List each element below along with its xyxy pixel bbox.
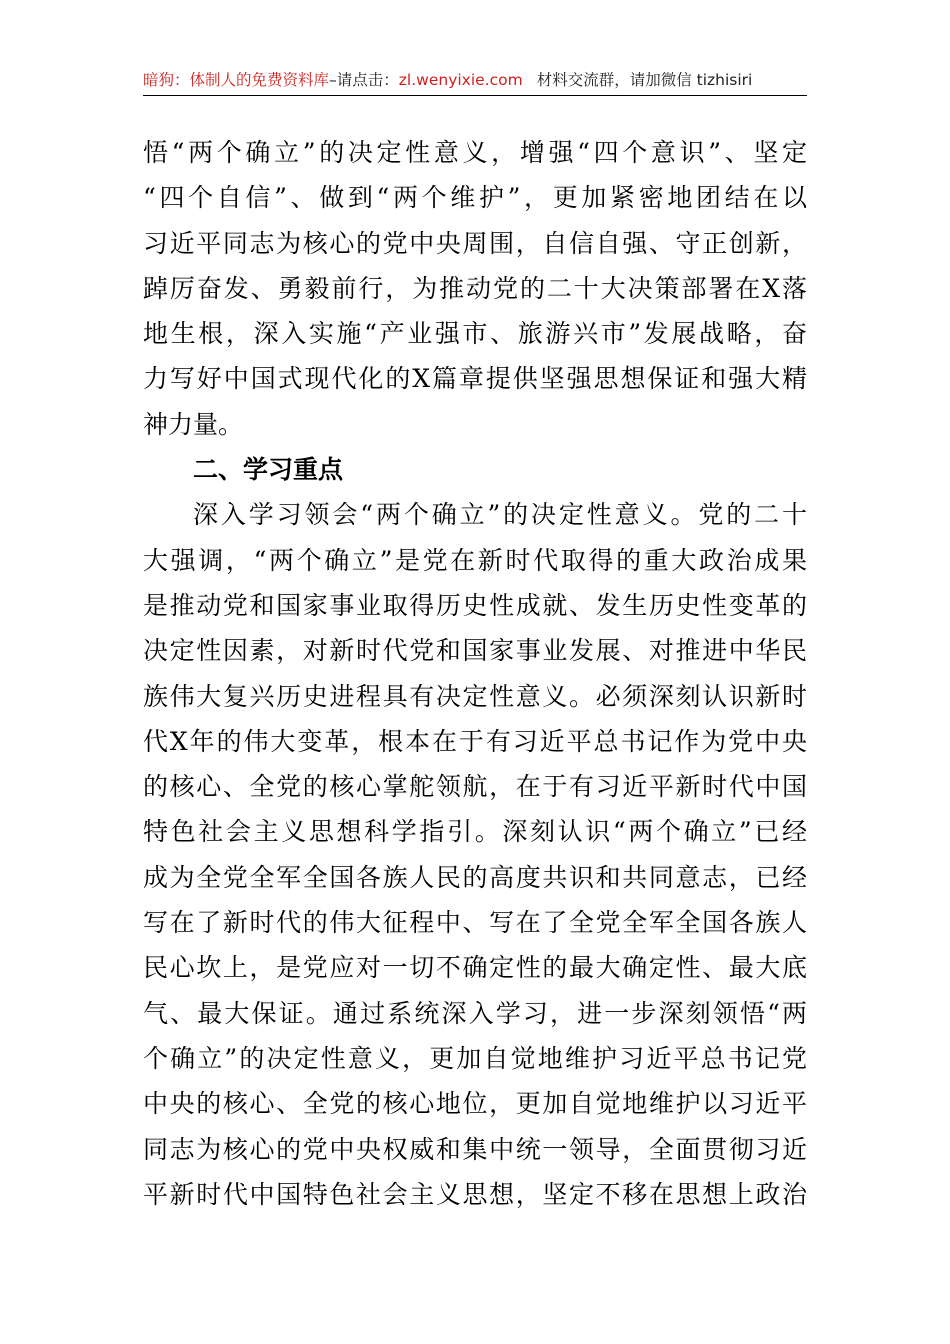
header-url-link[interactable]: zl.wenyixie.com <box>398 71 523 89</box>
page-header <box>143 68 807 94</box>
document-body <box>143 130 807 1217</box>
header-site-name: 暗狗：体制人的免费资料库 <box>143 71 330 89</box>
header-group-text: 材料交流群，请加微信 tizhisiri <box>536 71 753 89</box>
text-line: 个确立”的决定性意义，更加自觉地维护习近平总书记党 <box>143 1043 807 1073</box>
text-line: 深入学习领会“两个确立”的决定性意义。党的二十 <box>193 500 807 530</box>
text-line: 踔厉奋发、勇毅前行，为推动党的二十大决策部署在X落 <box>143 273 807 303</box>
paragraph-2 <box>143 492 807 1217</box>
text-line: 地生根，深入实施“产业强市、旅游兴市”发展战略，奋 <box>143 319 807 349</box>
text-line: 成为全党全军全国各族人民的高度共识和共同意志，已经 <box>143 862 807 892</box>
text-line: 民心坎上，是党应对一切不确定性的最大确定性、最大底 <box>143 953 807 983</box>
text-line: 平新时代中国特色社会主义思想，坚定不移在思想上政治 <box>143 1179 807 1209</box>
text-line: “四个自信”、做到“两个维护”，更加紧密地团结在以 <box>143 183 807 213</box>
text-line: 同志为核心的党中央权威和集中统一领导，全面贯彻习近 <box>143 1134 807 1164</box>
header-divider <box>143 95 807 96</box>
paragraph-1 <box>143 130 807 447</box>
text-line: 决定性因素，对新时代党和国家事业发展、对推进中华民 <box>143 636 807 666</box>
text-line: 写在了新时代的伟大征程中、写在了全党全军全国各族人 <box>143 908 807 938</box>
text-line: 力写好中国式现代化的X篇章提供坚强思想保证和强大精 <box>143 364 807 394</box>
text-line: 的核心、全党的核心掌舵领航，在于有习近平新时代中国 <box>143 772 807 802</box>
text-line: 族伟大复兴历史进程具有决定性意义。必须深刻认识新时 <box>143 681 807 711</box>
section-heading: 二、学习重点 <box>193 455 344 485</box>
text-line: 中央的核心、全党的核心地位，更加自觉地维护以习近平 <box>143 1089 807 1119</box>
text-line: 习近平同志为核心的党中央周围，自信自强、守正创新， <box>143 228 807 258</box>
text-line: 大强调，“两个确立”是党在新时代取得的重大政治成果 <box>143 545 807 575</box>
text-line: 悟“两个确立”的决定性意义，增强“四个意识”、坚定 <box>143 138 807 167</box>
text-line: 特色社会主义思想科学指引。深刻认识“两个确立”已经 <box>143 817 807 847</box>
text-line: 气、最大保证。通过系统深入学习，进一步深刻领悟“两 <box>143 998 807 1028</box>
text-line: 神力量。 <box>143 409 244 439</box>
text-line: 是推动党和国家事业取得历史性成就、发生历史性变革的 <box>143 590 807 620</box>
text-line: 代X年的伟大变革，根本在于有习近平总书记作为党中央 <box>143 726 807 756</box>
header-link-prompt: –请点击： <box>329 71 399 89</box>
